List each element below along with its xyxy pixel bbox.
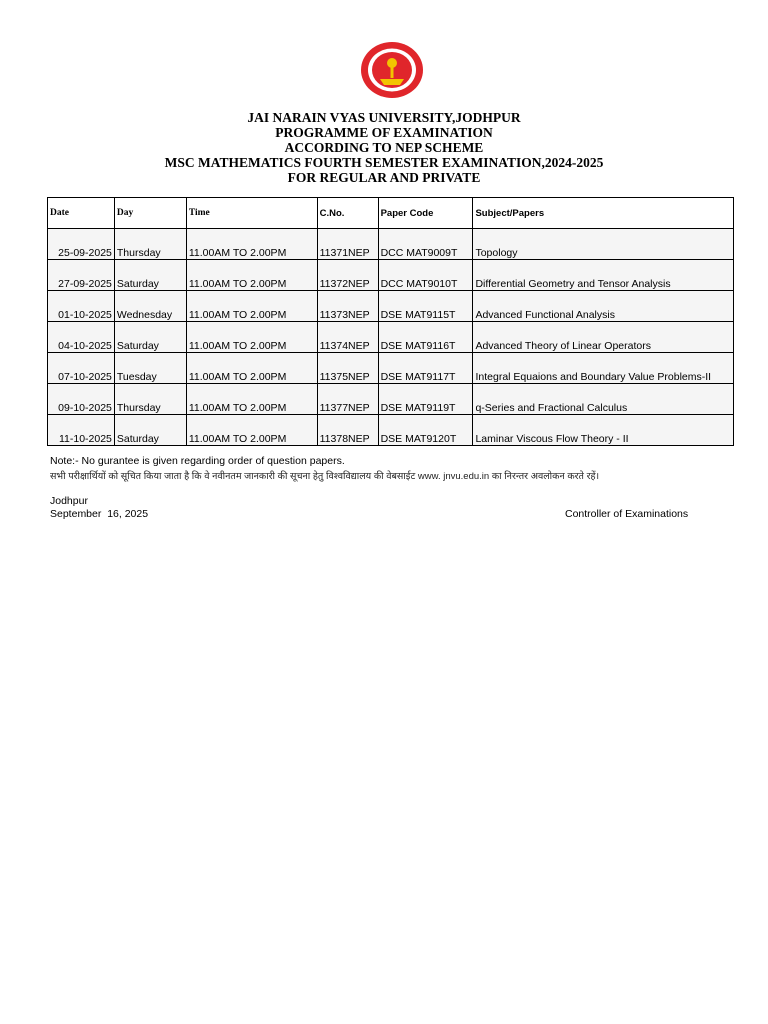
cell-day: Thursday (114, 384, 186, 415)
exam-title: MSC MATHEMATICS FOURTH SEMESTER EXAMINATION,2024-2025 (164, 155, 604, 170)
place-text: Jodhpur (50, 495, 88, 507)
cell-time: 11.00AM TO 2.00PM (186, 229, 317, 260)
exam-schedule-table (47, 197, 734, 446)
cell-paper-code: DSE MAT9119T (378, 384, 473, 415)
document-header (0, 110, 768, 185)
signatory-title: Controller of Examinations (565, 508, 689, 520)
cell-subject: q-Series and Fractional Calculus (473, 384, 734, 415)
cell-date: 25-09-2025 (48, 229, 115, 260)
table-row (48, 353, 734, 384)
cell-cno: 11374NEP (317, 322, 378, 353)
header-date: Date (48, 198, 115, 229)
table-header-row (48, 198, 734, 229)
cell-time: 11.00AM TO 2.00PM (186, 260, 317, 291)
cell-cno: 11377NEP (317, 384, 378, 415)
cell-cno: 11378NEP (317, 415, 378, 446)
cell-cno: 11372NEP (317, 260, 378, 291)
cell-time: 11.00AM TO 2.00PM (186, 291, 317, 322)
cell-time: 11.00AM TO 2.00PM (186, 415, 317, 446)
cell-subject: Advanced Functional Analysis (473, 291, 734, 322)
cell-subject: Differential Geometry and Tensor Analysis (473, 260, 734, 291)
table-row (48, 229, 734, 260)
cell-cno: 11375NEP (317, 353, 378, 384)
note-text: Note:- No gurantee is given regarding order of question papers. (50, 455, 345, 467)
header-day: Day (114, 198, 186, 229)
table-row (48, 291, 734, 322)
cell-day: Wednesday (114, 291, 186, 322)
university-name: JAI NARAIN VYAS UNIVERSITY,JODHPUR (247, 110, 521, 125)
university-emblem-icon (360, 41, 424, 99)
cell-date: 01-10-2025 (48, 291, 115, 322)
cell-cno: 11371NEP (317, 229, 378, 260)
table-row (48, 322, 734, 353)
header-subject: Subject/Papers (473, 198, 734, 229)
cell-paper-code: DSE MAT9117T (378, 353, 473, 384)
cell-date: 11-10-2025 (48, 415, 115, 446)
cell-date: 07-10-2025 (48, 353, 115, 384)
cell-day: Saturday (114, 260, 186, 291)
cell-date: 09-10-2025 (48, 384, 115, 415)
header-paper-code: Paper Code (378, 198, 473, 229)
cell-paper-code: DSE MAT9120T (378, 415, 473, 446)
cell-time: 11.00AM TO 2.00PM (186, 353, 317, 384)
cell-subject: Integral Equaions and Boundary Value Problems-II (473, 353, 734, 384)
cell-paper-code: DCC MAT9009T (378, 229, 473, 260)
cell-paper-code: DSE MAT9115T (378, 291, 473, 322)
cell-day: Thursday (114, 229, 186, 260)
table-row (48, 260, 734, 291)
cell-subject: Topology (473, 229, 734, 260)
issue-date: September 16, 2025 (50, 508, 149, 520)
header-cno: C.No. (317, 198, 378, 229)
cell-paper-code: DCC MAT9010T (378, 260, 473, 291)
cell-day: Saturday (114, 322, 186, 353)
cell-date: 04-10-2025 (48, 322, 115, 353)
cell-day: Saturday (114, 415, 186, 446)
table-row (48, 415, 734, 446)
candidate-type: FOR REGULAR AND PRIVATE (287, 170, 481, 185)
cell-date: 27-09-2025 (48, 260, 115, 291)
hindi-notice: सभी परीक्षार्थियों को सूचित किया जाता है कि वे नवीनतम जानकारी की सूचना हेतु विश्वविद्यालय की वेबसाईट www. jnvu.edu.in का निरन्तर अवलोकन करते रहें। (50, 471, 600, 482)
cell-cno: 11373NEP (317, 291, 378, 322)
table-row (48, 384, 734, 415)
cell-day: Tuesday (114, 353, 186, 384)
programme-title: PROGRAMME OF EXAMINATION (275, 125, 493, 140)
header-time: Time (186, 198, 317, 229)
scheme-title: ACCORDING TO NEP SCHEME (284, 140, 484, 155)
cell-subject: Advanced Theory of Linear Operators (473, 322, 734, 353)
cell-paper-code: DSE MAT9116T (378, 322, 473, 353)
cell-time: 11.00AM TO 2.00PM (186, 384, 317, 415)
cell-time: 11.00AM TO 2.00PM (186, 322, 317, 353)
cell-subject: Laminar Viscous Flow Theory - II (473, 415, 734, 446)
